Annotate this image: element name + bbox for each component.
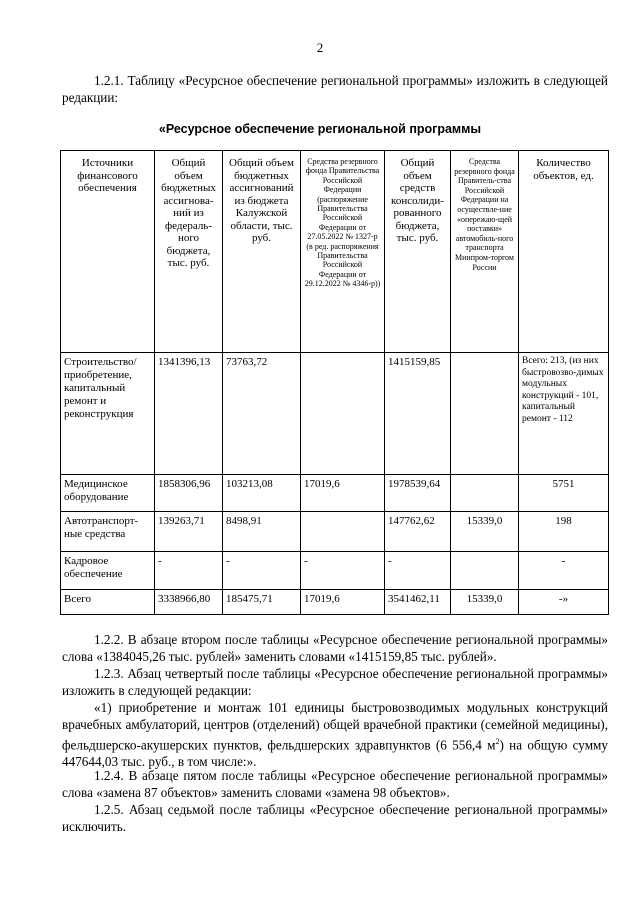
row-source: Автотранспорт-ные средства (61, 512, 155, 552)
row-reserve: - (301, 552, 385, 590)
row-federal: 1858306,96 (155, 475, 223, 512)
row-count: -» (519, 590, 609, 615)
header-sources: Источники финансового обеспечения (61, 151, 155, 353)
row-regional: 73763,72 (223, 353, 301, 475)
row-minprom: 15339,0 (451, 590, 519, 615)
quote-text-end: ) на общую сумму 447644,03 тыс. руб., в том числе:». (62, 737, 608, 770)
header-consolidated: Общий объем средств консолиди-рованного бюджета, тыс. руб. (385, 151, 451, 353)
table-row (61, 512, 609, 552)
row-consolidated: 147762,62 (385, 512, 451, 552)
row-source: Кадровое обеспечение (61, 552, 155, 590)
header-federal: Общий объем бюджетных ассигнова-ний из федераль-ного бюджета, тыс. руб. (155, 151, 223, 353)
table-row-total (61, 590, 609, 615)
quote-superscript: 2 (495, 737, 500, 746)
row-count: 5751 (519, 475, 609, 512)
row-reserve: 17019,6 (301, 475, 385, 512)
header-object-count: Количество объектов, ед. (519, 151, 609, 353)
row-source: Строительство/ приобретение, капитальный ремонт и реконструкция (61, 353, 155, 475)
row-minprom (451, 552, 519, 590)
row-minprom: 15339,0 (451, 512, 519, 552)
row-source: Медицинское оборудование (61, 475, 155, 512)
row-reserve: 17019,6 (301, 590, 385, 615)
row-federal: 139263,71 (155, 512, 223, 552)
row-minprom (451, 475, 519, 512)
table-row (61, 552, 609, 590)
row-regional: 8498,91 (223, 512, 301, 552)
header-regional: Общий объем бюджетных ассигнований из бюджета Калужской области, тыс. руб. (223, 151, 301, 353)
paragraph-1-2-2: 1.2.2. В абзаце втором после таблицы «Ресурсное обеспечение региональной программы» слова «1384045,26 тыс. рублей» заменить словами «1415159,85 тыс. рублей». (62, 632, 608, 664)
page-number: 2 (316, 40, 324, 55)
row-regional: - (223, 552, 301, 590)
row-regional: 103213,08 (223, 475, 301, 512)
row-count: 198 (519, 512, 609, 552)
row-count: Всего: 213, (из них быстровозво-димых модульных конструкций - 101, капитальный ремонт - 112 (519, 353, 609, 475)
row-consolidated: 3541462,11 (385, 590, 451, 615)
paragraph-1-2-1: 1.2.1. Таблицу «Ресурсное обеспечение региональной программы» изложить в следующей редакции: (62, 73, 608, 105)
row-consolidated: 1978539,64 (385, 475, 451, 512)
row-reserve (301, 512, 385, 552)
row-federal: 3338966,80 (155, 590, 223, 615)
paragraph-1-2-4: 1.2.4. В абзаце пятом после таблицы «Ресурсное обеспечение региональной программы» слова «замена 87 объектов» заменить словами «замена 98 объектов». (62, 768, 608, 800)
row-federal: - (155, 552, 223, 590)
row-source: Всего (61, 590, 155, 615)
row-reserve (301, 353, 385, 475)
row-consolidated: - (385, 552, 451, 590)
row-regional: 185475,71 (223, 590, 301, 615)
header-reserve-fund: Средства резервного фонда Правительства Российской Федерации (распоряжение Правительства Российской Федерации от 27.05.2022 № 1327-р (в ред. распоряжения Правительства Российской Федерации от 29.12.2022 № 4346-р)) (301, 151, 385, 353)
resource-table (60, 150, 609, 615)
paragraph-1-2-3-quote (62, 699, 608, 770)
paragraph-1-2-3: 1.2.3. Абзац четвертый после таблицы «Ресурсное обеспечение региональной программы» изложить в следующей редакции: (62, 666, 608, 698)
row-federal: 1341396,13 (155, 353, 223, 475)
table-row (61, 353, 609, 475)
header-minprom-reserve: Средства резервного фонда Правитель-ства Российской Федерации на осуществле-ние «опережаю-щей поставки» автомобиль-ного транспорта Минпром-торгом России (451, 151, 519, 353)
row-count: - (519, 552, 609, 590)
table-title: «Ресурсное обеспечение региональной программы (158, 122, 482, 136)
table-header-row (61, 151, 609, 353)
row-consolidated: 1415159,85 (385, 353, 451, 475)
table-row (61, 475, 609, 512)
row-minprom (451, 353, 519, 475)
quote-text: «1) приобретение и монтаж 101 единицы быстровозводимых модульных конструкций врачебных амбулаторий, центров (отделений) общей врачебной практики (семейной медицины), фельдшерско-акушерских пунктов, фельдшерских здравпунктов (6 556,4 м (62, 700, 608, 753)
paragraph-1-2-5: 1.2.5. Абзац седьмой после таблицы «Ресурсное обеспечение региональной программы» исключить. (62, 802, 608, 834)
